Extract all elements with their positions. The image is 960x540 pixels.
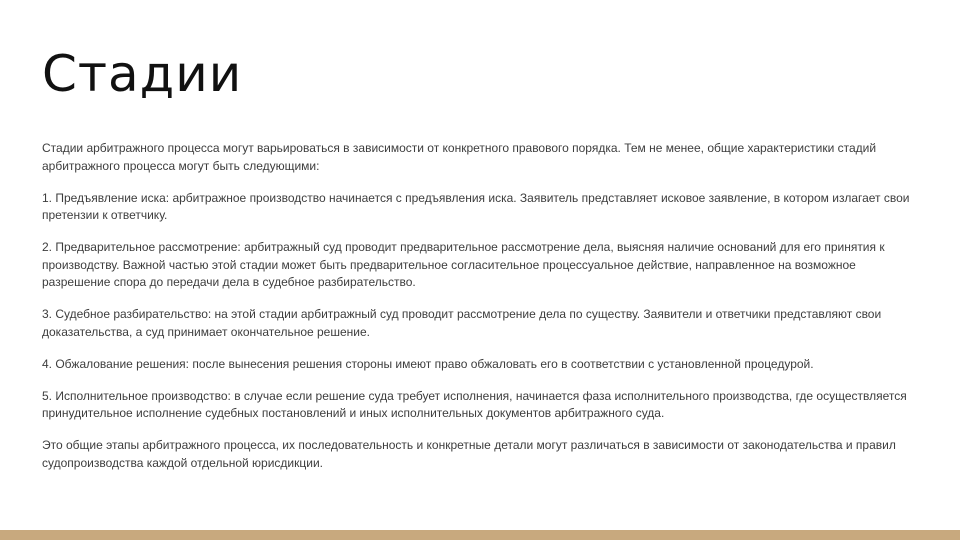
stage-1-paragraph: 1. Предъявление иска: арбитражное производство начинается с предъявления иска. Заявитель представляет исковое заявление, в котором излагает свои претензии к ответчику. (42, 190, 910, 222)
intro-paragraph: Стадии арбитражного процесса могут варьироваться в зависимости от конкретного правового порядка. Тем не менее, общие характеристики стадий арбитражного процесса могут быть следующими: (42, 141, 877, 173)
footer-accent-bar (0, 530, 960, 540)
stage-3-paragraph: 3. Судебное разбирательство: на этой стадии арбитражный суд проводит рассмотрение дела по существу. Заявители и ответчики представляют свои доказательства, а суд принимает окончательное решение. (42, 307, 882, 339)
conclusion-paragraph: Это общие этапы арбитражного процесса, их последовательность и конкретные детали могут различаться в зависимости от законодательства и правил судопроизводства каждой отдельной юрисдикции. (42, 438, 896, 470)
stage-5-paragraph: 5. Исполнительное производство: в случае если решение суда требует исполнения, начинается фаза исполнительного производства, где осуществляется принудительное исполнение судебных постановлений и иных исполнительных документов арбитражного суда. (42, 388, 907, 420)
stage-2-paragraph: 2. Предварительное рассмотрение: арбитражный суд проводит предварительное рассмотрение дела, выясняя наличие оснований для его принятия к производству. Важной частью этой стадии может быть предварительное согласительное процессуальное действие, направленное на возможное разрешение спора до передачи дела в судебное разбирательство. (42, 240, 885, 289)
slide-body (42, 140, 922, 487)
slide-title: Стадии (42, 45, 243, 103)
stage-4-paragraph: 4. Обжалование решения: после вынесения решения стороны имеют право обжаловать его в соответствии с установленной процедурой. (42, 356, 814, 371)
